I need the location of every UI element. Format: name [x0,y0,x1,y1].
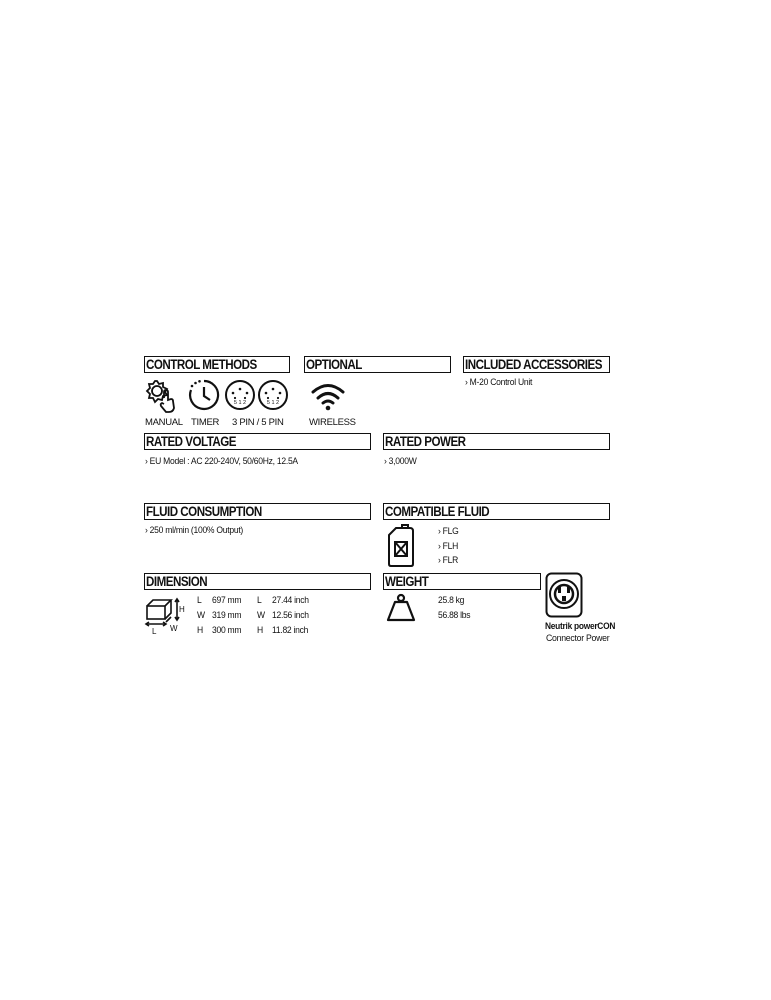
dimension-metric-value: 697 mm [212,595,242,606]
fluid-consumption-header: FLUID CONSUMPTION [144,503,371,520]
wireless-icon [310,381,346,411]
manual-label: MANUAL [145,417,183,428]
dimension-icon-l-label: L [152,627,157,636]
weight-lbs-value: 56.88 lbs [438,610,471,621]
3-pin-connector-icon [224,379,256,411]
accessory-item: › M-20 Control Unit [465,377,533,388]
dimension-metric-axis: W [197,610,205,621]
wireless-label: WIRELESS [309,417,356,428]
compatible-fluid-header: COMPATIBLE FLUID [383,503,610,520]
weight-header: WEIGHT [383,573,541,590]
pin-icon-number-text: 5 1 2 [266,400,280,406]
dimension-imperial-axis: W [257,610,265,621]
compatible-fluid-item: › FLH [438,541,459,552]
pin-label: 3 PIN / 5 PIN [232,417,284,428]
dimension-imperial-value: 27.44 inch [272,595,309,606]
weight-kg-value: 25.8 kg [438,595,465,606]
control-methods-header: CONTROL METHODS [144,356,290,373]
rated-power-header: RATED POWER [383,433,610,450]
dimension-metric-value: 300 mm [212,625,242,636]
dimension-metric-axis: H [197,625,203,636]
dimension-imperial-value: 11.82 inch [272,625,309,636]
dimension-metric-value: 319 mm [212,610,242,621]
connector-name: Neutrik powerCON [545,621,616,632]
fluid-canister-icon [386,524,416,568]
timer-clock-icon [188,379,220,411]
rated-voltage-header: RATED VOLTAGE [144,433,371,450]
dimension-header: DIMENSION [144,573,371,590]
dimension-icon-w-label: W [170,624,178,633]
dimension-box-icon [144,596,186,636]
powercon-connector-icon [545,572,583,618]
dimension-imperial-value: 12.56 inch [272,610,309,621]
connector-description: Connector Power [546,633,610,644]
dimension-imperial-axis: L [257,595,262,606]
included-accessories-header: INCLUDED ACCESSORIES [463,356,610,373]
5-pin-connector-icon [257,379,289,411]
fluid-consumption-value: › 250 ml/min (100% Output) [145,525,244,536]
manual-gear-hand-icon [144,378,182,414]
compatible-fluid-item: › FLR [438,555,459,566]
dimension-imperial-axis: H [257,625,263,636]
dimension-icon-h-label: H [179,605,185,614]
compatible-fluid-item: › FLG [438,526,459,537]
weight-icon [386,593,416,623]
rated-voltage-value: › EU Model : AC 220-240V, 50/60Hz, 12.5A [145,456,298,467]
timer-label: TIMER [191,417,220,428]
pin-icon-number-text: 5 1 2 [233,400,247,406]
dimension-metric-axis: L [197,595,202,606]
rated-power-value: › 3,000W [384,456,417,467]
optional-header: OPTIONAL [304,356,451,373]
